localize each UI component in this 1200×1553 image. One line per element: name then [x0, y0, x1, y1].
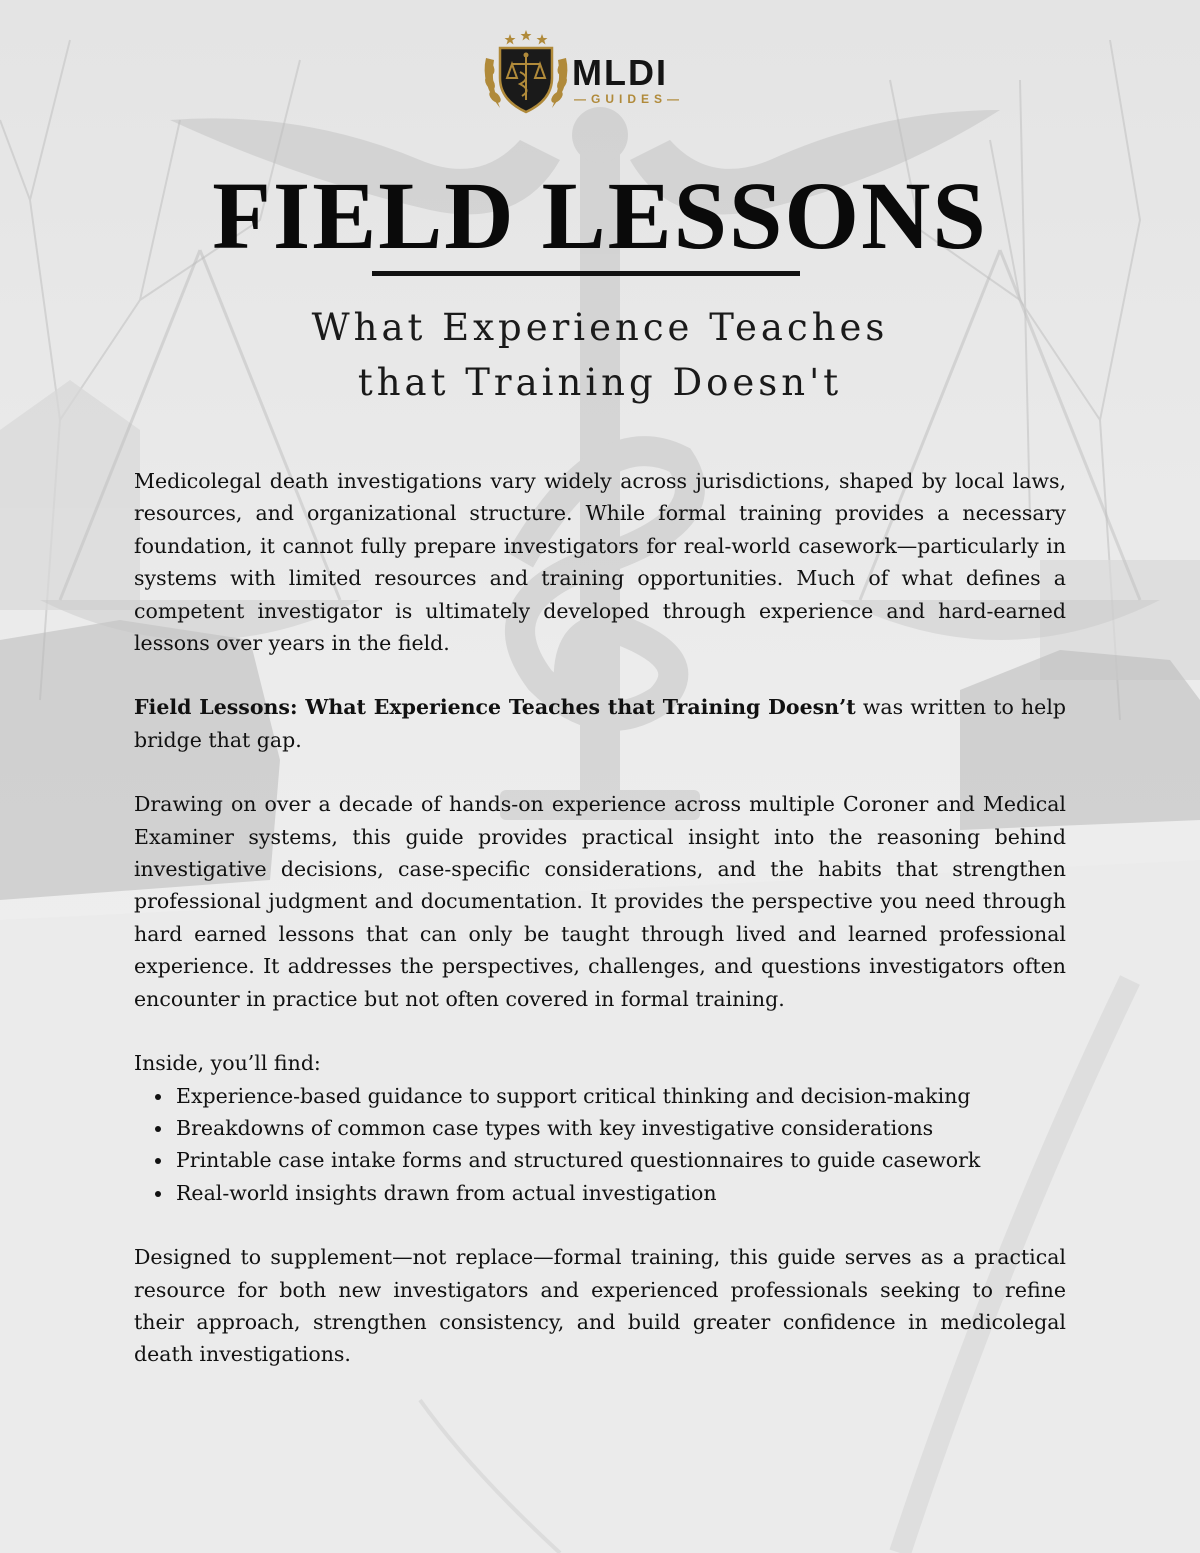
- logo-tagline: —GUIDES—: [574, 92, 685, 106]
- page-title: FIELD LESSONS: [212, 162, 988, 269]
- bridge-paragraph-rest: was written to help bridge that gap.: [134, 695, 1066, 752]
- list-item: • Real-world insights drawn from actual investigation: [174, 1177, 1066, 1209]
- book-title-bold: Field Lessons: What Experience Teaches that Training Doesn’t: [134, 695, 856, 720]
- list-item: • Printable case intake forms and structured questionnaires to guide casework: [174, 1144, 1066, 1176]
- subtitle-line-1: What Experience Teaches: [311, 306, 889, 349]
- list-item: • Experience-based guidance to support critical thinking and decision-making: [174, 1080, 1066, 1112]
- experience-paragraph: Drawing on over a decade of hands-on experience across multiple Coroner and Medical Examiner systems, this guide provides practical insight into the reasoning behind investigative decisions, case-specific considerations, and the habits that strengthen professional judgment and documentation. It provides the perspective you need through hard earned lessons that can only be taught through lived and learned professional experience. It addresses the perspectives, challenges, and questions investigators often encounter in practice but not often covered in formal training.: [134, 792, 1066, 1011]
- body-text: [134, 465, 1066, 1403]
- logo-wordmark: MLDI: [572, 52, 668, 93]
- logo-tagline-text: GUIDES: [591, 92, 668, 106]
- bridge-paragraph: [134, 691, 1066, 756]
- title-underline: [372, 271, 800, 276]
- list-item: • Breakdowns of common case types with key investigative considerations: [174, 1112, 1066, 1144]
- subtitle-line-2: that Training Doesn't: [357, 361, 843, 404]
- list-intro: Inside, you’ll find:: [134, 1051, 321, 1076]
- feature-list: [134, 1080, 1066, 1210]
- intro-paragraph: Medicolegal death investigations vary widely across jurisdictions, shaped by local laws, resources, and organizational structure. While formal training provides a necessary foundation, it cannot fully prepare investigators for real-world casework—particularly in systems with limited resources and training opportunities. Much of what defines a competent investigator is ultimately developed through experience and hard-earned lessons over years in the field.: [134, 469, 1066, 656]
- page-subtitle: [0, 300, 1200, 410]
- closing-paragraph: Designed to supplement—not replace—formal training, this guide serves as a practical resource for both new investigators and experienced professionals seeking to refine their approach, strengthen consistency, and build greater confidence in medicolegal death investigations.: [134, 1245, 1066, 1367]
